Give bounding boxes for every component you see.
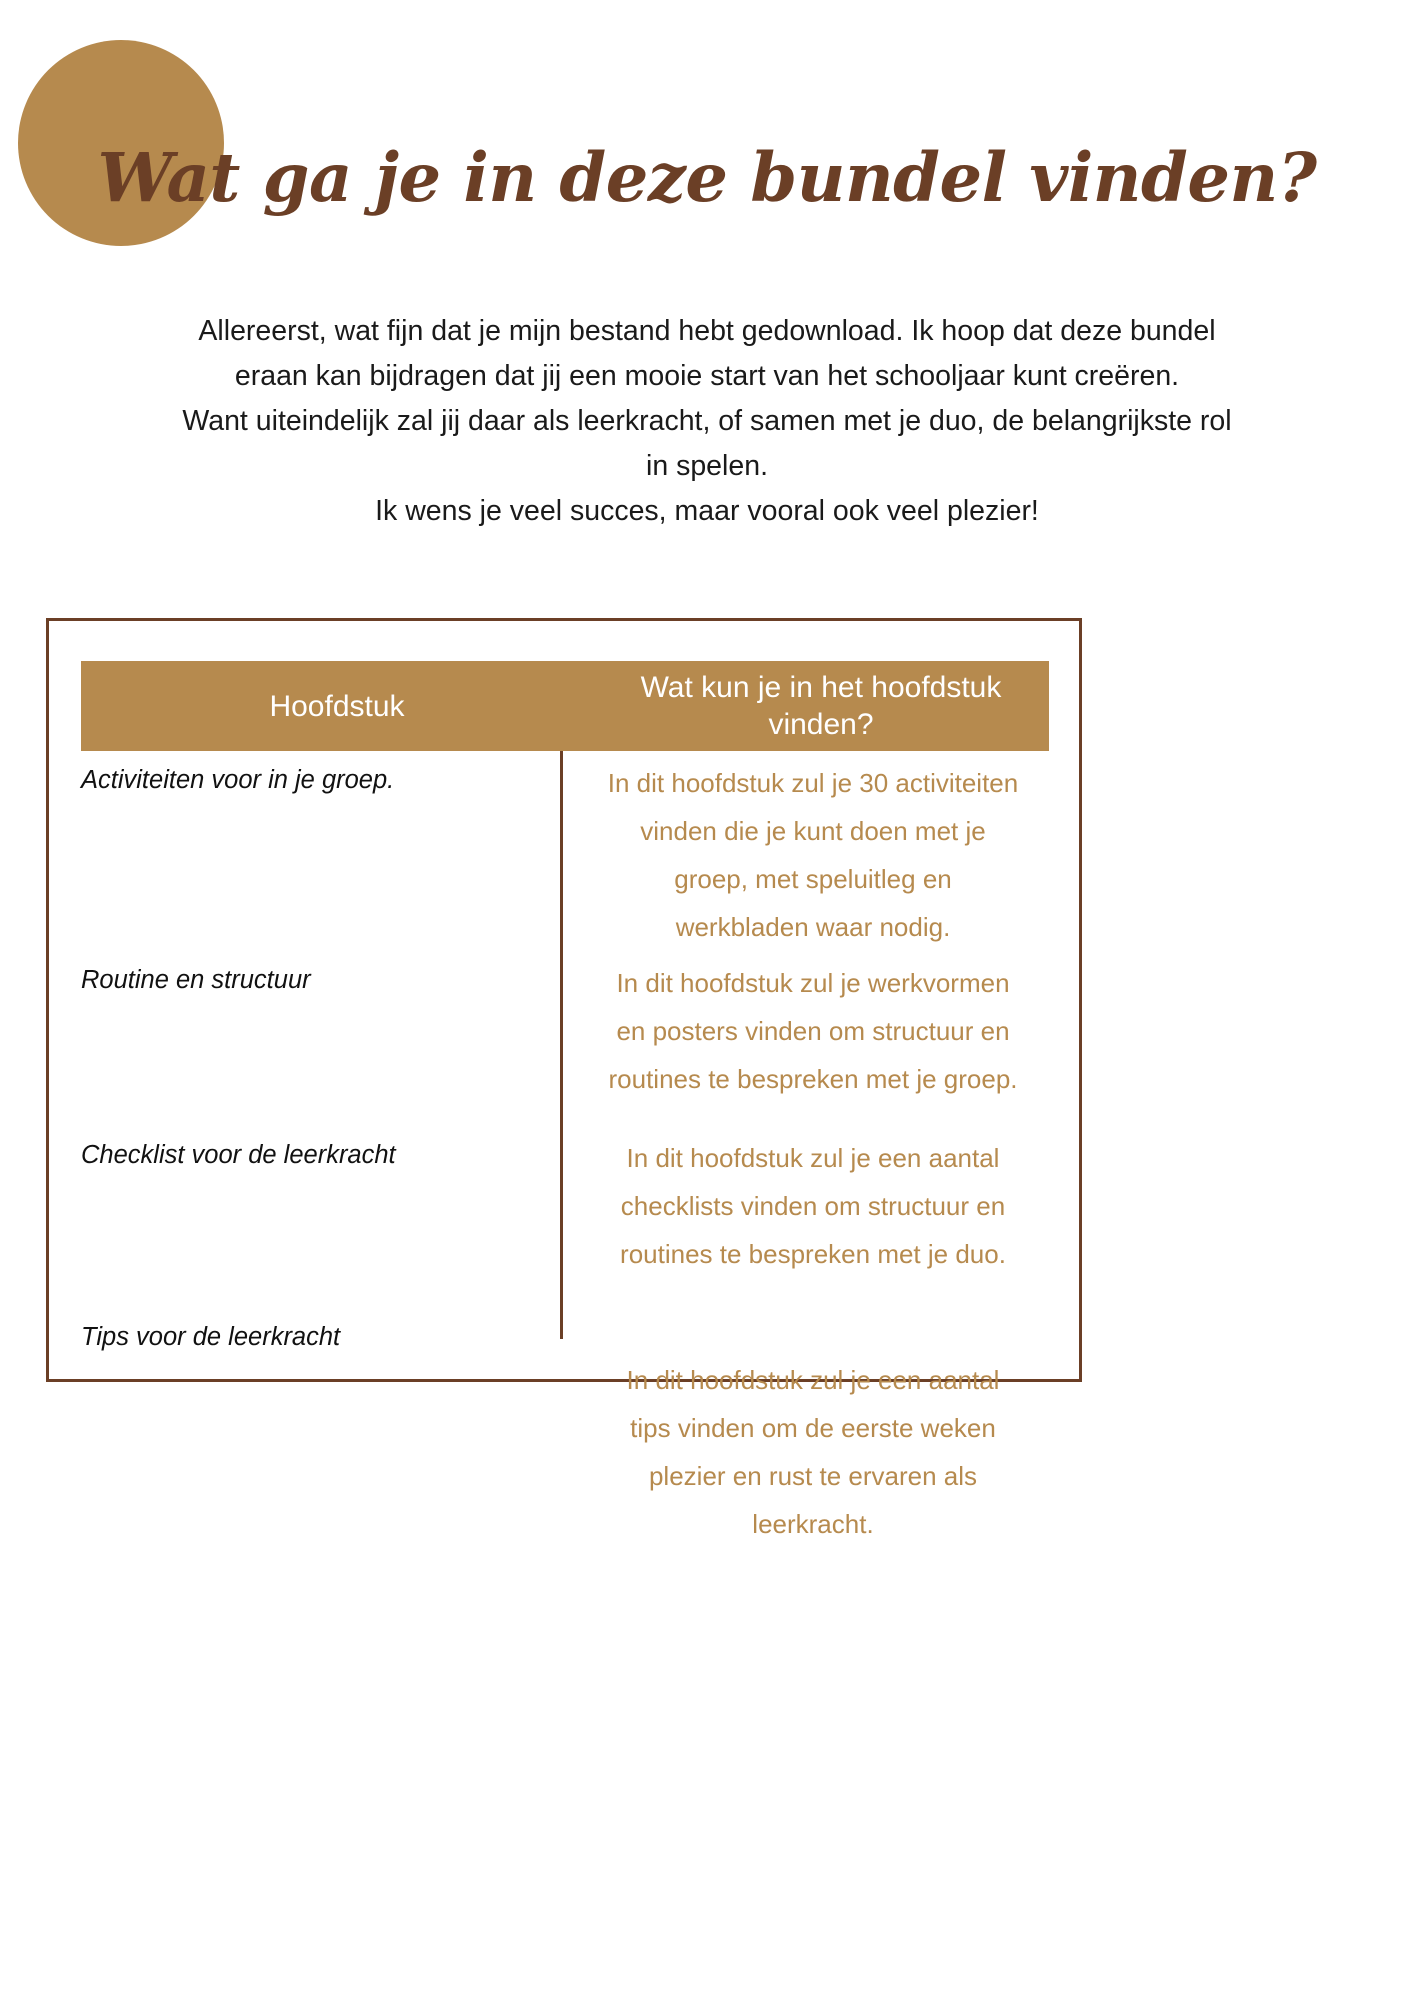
cell-content-line: plezier en rust te ervaren als bbox=[648, 1461, 978, 1491]
column-header-content-line-2: vinden? bbox=[768, 708, 874, 741]
cell-content bbox=[577, 1134, 1049, 1278]
intro-line-5: Ik wens je veel succes, maar vooral ook veel plezier! bbox=[375, 495, 1039, 527]
cell-content bbox=[577, 1356, 1049, 1548]
intro-line-1: Allereerst, wat fijn dat je mijn bestand hebt gedownload. Ik hoop dat deze bundel bbox=[198, 315, 1216, 347]
table-header-row bbox=[81, 661, 1049, 751]
cell-content-line: routines te bespreken met je groep. bbox=[608, 1064, 1018, 1094]
cell-content-line: tips vinden om de eerste weken bbox=[630, 1413, 996, 1443]
cell-content-line: In dit hoofdstuk zul je werkvormen bbox=[616, 968, 1010, 998]
column-header-content bbox=[593, 669, 1049, 743]
cell-content bbox=[577, 759, 1049, 951]
column-divider bbox=[560, 751, 563, 1339]
cell-chapter: Routine en structuur bbox=[81, 966, 311, 994]
cell-chapter: Activiteiten voor in je groep. bbox=[81, 766, 395, 794]
cell-content-line: vinden die je kunt doen met je bbox=[640, 816, 986, 846]
page-title: Wat ga je in deze bundel vinden? bbox=[97, 138, 1317, 217]
cell-content-line: routines te bespreken met je duo. bbox=[620, 1239, 1006, 1269]
intro-line-2: eraan kan bijdragen dat jij een mooie start van het schooljaar kunt creëren. bbox=[234, 360, 1180, 392]
cell-content-line: groep, met speluitleg en bbox=[674, 864, 952, 894]
cell-chapter: Checklist voor de leerkracht bbox=[81, 1141, 396, 1169]
cell-content-line: In dit hoofdstuk zul je 30 activiteiten bbox=[607, 768, 1019, 798]
content-overview-table bbox=[46, 618, 1082, 1539]
cell-content-line: checklists vinden om structuur en bbox=[620, 1191, 1006, 1221]
column-header-chapter: Hoofdstuk bbox=[269, 689, 405, 723]
cell-content bbox=[577, 959, 1049, 1103]
cell-chapter: Tips voor de leerkracht bbox=[81, 1323, 341, 1351]
intro-line-3: Want uiteindelijk zal jij daar als leerkracht, of samen met je duo, de belangrijkste rol bbox=[182, 405, 1232, 437]
cell-content-line: werkbladen waar nodig. bbox=[675, 912, 951, 942]
intro-line-4: in spelen. bbox=[645, 450, 768, 482]
cell-content-line: In dit hoofdstuk zul je een aantal bbox=[626, 1143, 1000, 1173]
cell-content-line: leerkracht. bbox=[752, 1509, 874, 1539]
intro-paragraph bbox=[50, 309, 1364, 534]
column-header-content-line-1: Wat kun je in het hoofdstuk bbox=[640, 671, 1002, 704]
cell-content-line: en posters vinden om structuur en bbox=[616, 1016, 1010, 1046]
cell-content-line: In dit hoofdstuk zul je een aantal bbox=[626, 1365, 1000, 1395]
